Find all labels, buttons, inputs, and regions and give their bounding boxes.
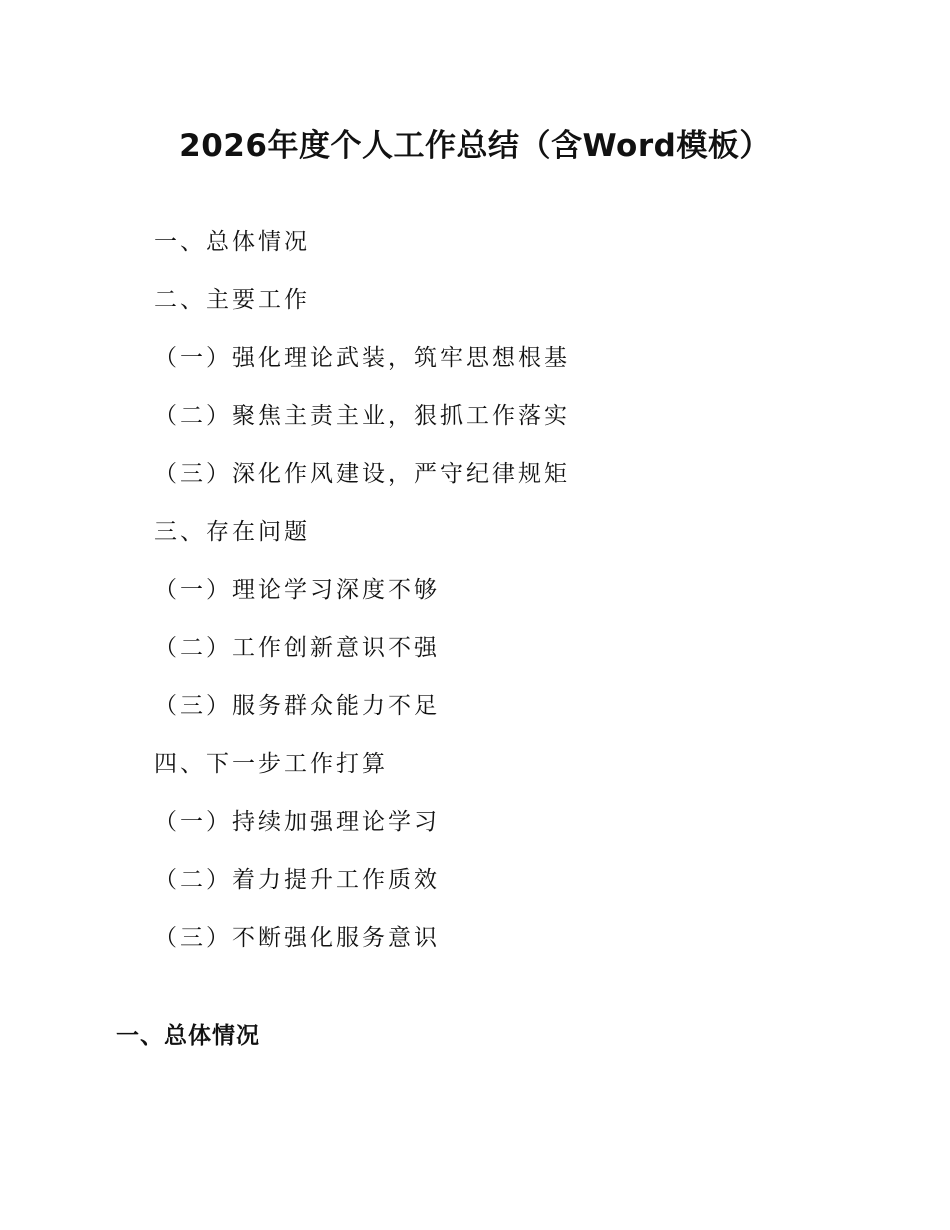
table-of-contents	[154, 222, 570, 976]
document-title: 2026年度个人工作总结（含Word模板）	[179, 128, 771, 164]
toc-item: （三）深化作风建设，严守纪律规矩	[154, 461, 570, 487]
toc-item: （三）服务群众能力不足	[154, 693, 440, 719]
toc-item: 四、下一步工作打算	[154, 751, 388, 777]
toc-item: （二）着力提升工作质效	[154, 867, 440, 893]
toc-item: 三、存在问题	[154, 519, 310, 545]
toc-item: （三）不断强化服务意识	[154, 925, 440, 951]
toc-item: （一）持续加强理论学习	[154, 809, 440, 835]
toc-item: 一、总体情况	[154, 229, 310, 255]
toc-item: （二）工作创新意识不强	[154, 635, 440, 661]
toc-item: 二、主要工作	[154, 287, 310, 313]
toc-item: （二）聚焦主责主业，狠抓工作落实	[154, 403, 570, 429]
toc-item: （一）理论学习深度不够	[154, 577, 440, 603]
toc-item: （一）强化理论武装，筑牢思想根基	[154, 345, 570, 371]
section-heading: 一、总体情况	[116, 1023, 260, 1049]
